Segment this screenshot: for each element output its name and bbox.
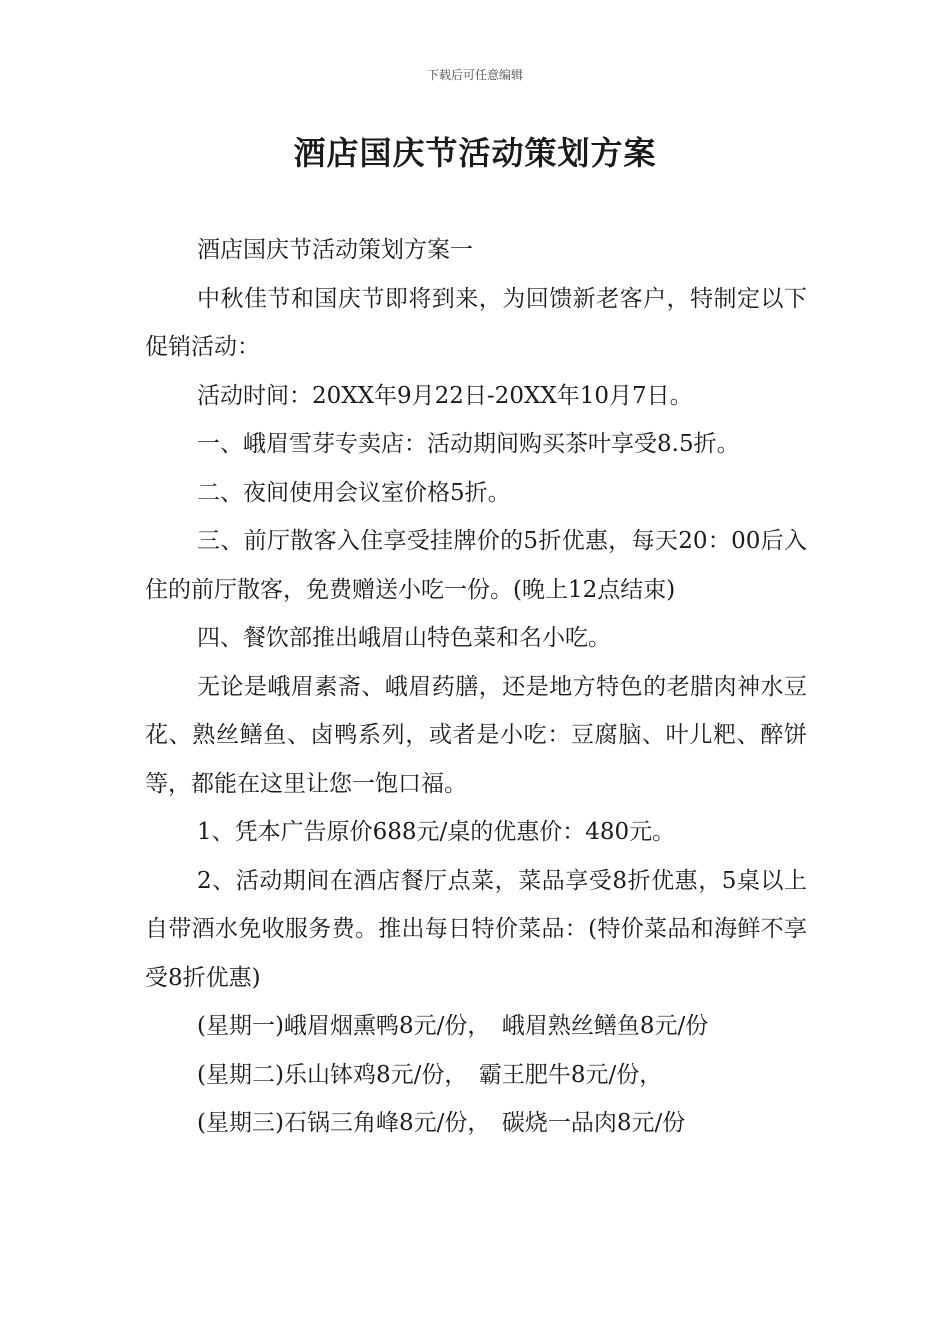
paragraph: (星期三)石锅三角峰8元/份， 碳烧一品肉8元/份	[197, 1110, 686, 1136]
paragraph: 中秋佳节和国庆节即将到来，为回馈新老客户，特制定以下促销活动：	[145, 285, 807, 360]
paragraph: 酒店国庆节活动策划方案一	[197, 237, 473, 263]
document-title: 酒店国庆节活动策划方案	[293, 134, 657, 172]
paragraph: 三、前厅散客入住享受挂牌价的5折优惠，每天20：00后入住的前厅散客，免费赠送小吃一份。(晚上12点结束)	[145, 528, 807, 603]
paragraph: 2、活动期间在酒店餐厅点菜，菜品享受8折优惠，5桌以上自带酒水免收服务费。推出每日特价菜品：(特价菜品和海鲜不享受8折优惠)	[145, 867, 807, 991]
paragraph: (星期一)峨眉烟熏鸭8元/份， 峨眉熟丝鳝鱼8元/份	[197, 1013, 709, 1039]
paragraph: 活动时间：20XX年9月22日-20XX年10月7日。	[197, 382, 693, 409]
document-body	[145, 226, 807, 1148]
paragraph: 一、峨眉雪芽专卖店：活动期间购买茶叶享受8.5折。	[197, 431, 740, 457]
paragraph: 四、餐饮部推出峨眉山特色菜和名小吃。	[197, 625, 611, 651]
paragraph: 二、夜间使用会议室价格5折。	[197, 479, 511, 506]
paragraph: 1、凭本广告原价688元/桌的优惠价：480元。	[197, 819, 676, 845]
paragraph: 无论是峨眉素斋、峨眉药膳，还是地方特色的老腊肉神水豆花、熟丝鳝鱼、卤鸭系列，或者是小吃：豆腐脑、叶儿粑、醉饼等，都能在这里让您一饱口福。	[145, 673, 807, 797]
paragraph: (星期二)乐山钵鸡8元/份， 霸王肥牛8元/份，	[197, 1061, 663, 1088]
header-note: 下载后可任意编辑	[426, 68, 523, 82]
